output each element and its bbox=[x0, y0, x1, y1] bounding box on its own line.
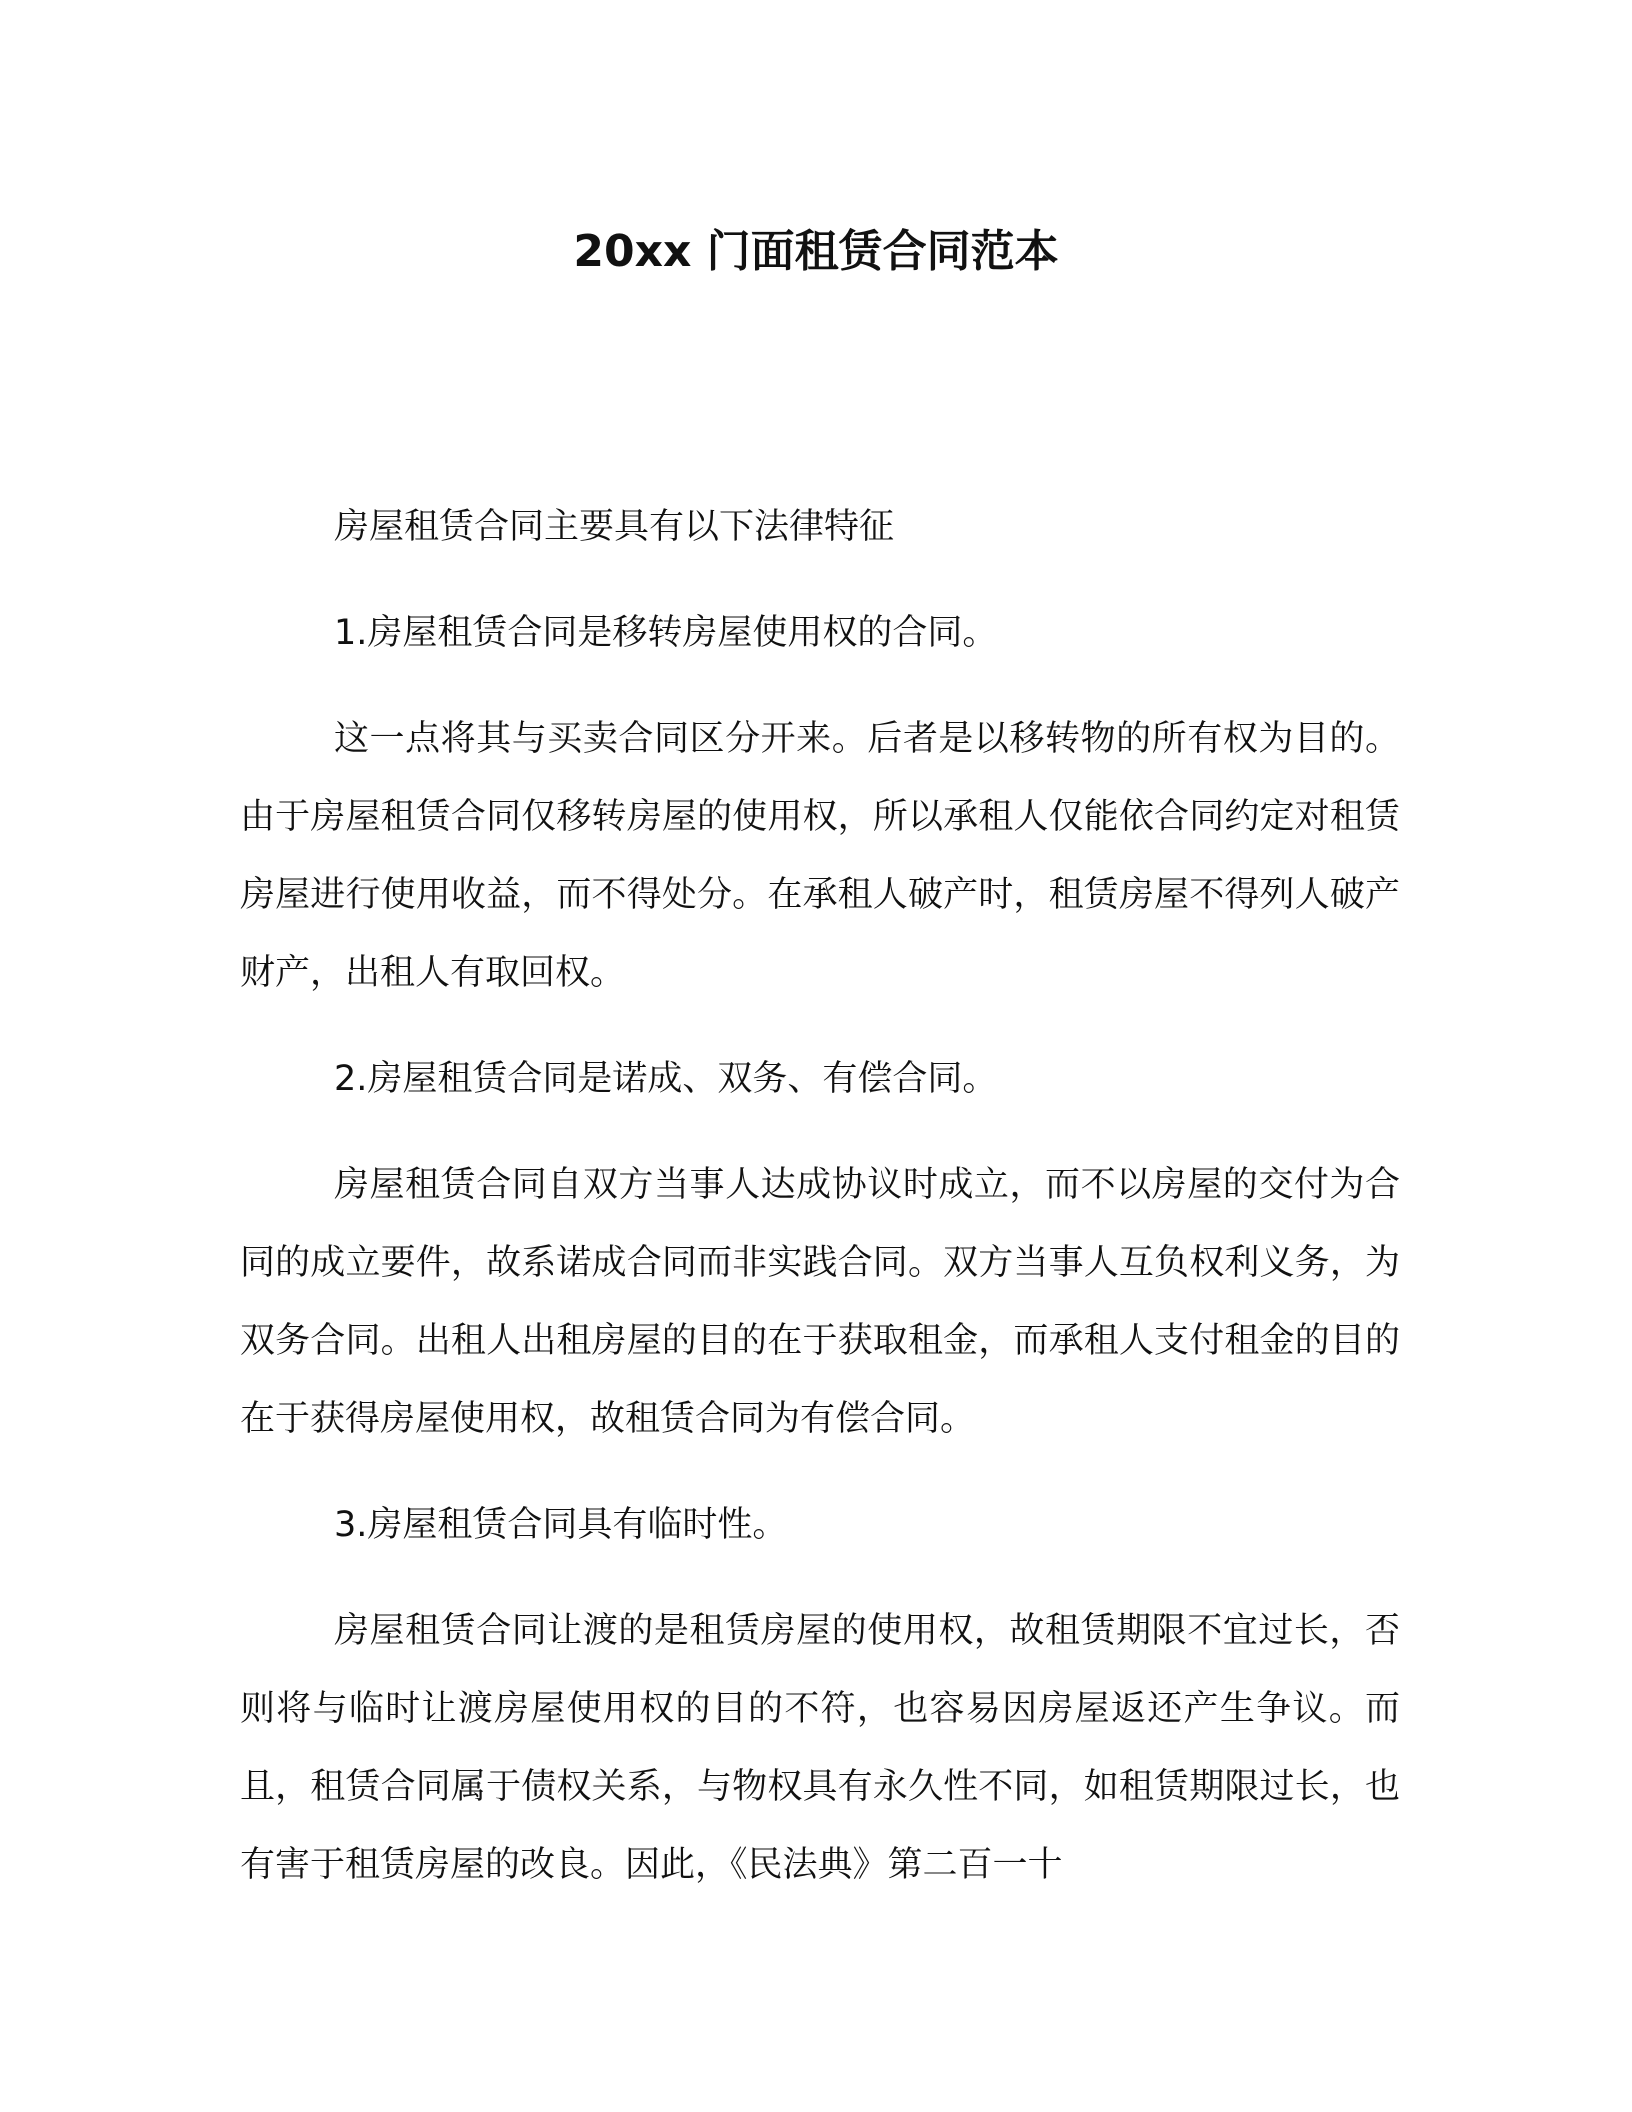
paragraph-point-2: 2.房屋租赁合同是诺成、双务、有偿合同。 bbox=[334, 1059, 998, 1099]
paragraph-intro: 房屋租赁合同主要具有以下法律特征 bbox=[334, 507, 895, 547]
document-body bbox=[240, 488, 1400, 1932]
paragraph-point-1-detail: 这一点将其与买卖合同区分开来。后者是以移转物的所有权为目的。由于房屋租赁合同仅移转房屋的使用权，所以承租人仅能依合同约定对租赁房屋进行使用收益，而不得处分。在承租人破产时，租赁房屋不得列人破产财产，出租人有取回权。 bbox=[240, 719, 1400, 993]
paragraph-point-2-detail: 房屋租赁合同自双方当事人达成协议时成立，而不以房屋的交付为合同的成立要件，故系诺成合同而非实践合同。双方当事人互负权利义务，为双务合同。出租人出租房屋的目的在于获取租金，而承租人支付租金的目的在于获得房屋使用权，故租赁合同为有偿合同。 bbox=[240, 1165, 1400, 1439]
paragraph-point-1: 1.房屋租赁合同是移转房屋使用权的合同。 bbox=[334, 613, 998, 653]
document-title: 20xx 门面租赁合同范本 bbox=[573, 226, 1059, 277]
paragraph-point-3-detail: 房屋租赁合同让渡的是租赁房屋的使用权，故租赁期限不宜过长，否则将与临时让渡房屋使用权的目的不符，也容易因房屋返还产生争议。而且，租赁合同属于债权关系，与物权具有永久性不同，如租赁期限过长，也有害于租赁房屋的改良。因此，《民法典》第二百一十 bbox=[240, 1611, 1400, 1885]
paragraph-point-3: 3.房屋租赁合同具有临时性。 bbox=[334, 1505, 788, 1545]
